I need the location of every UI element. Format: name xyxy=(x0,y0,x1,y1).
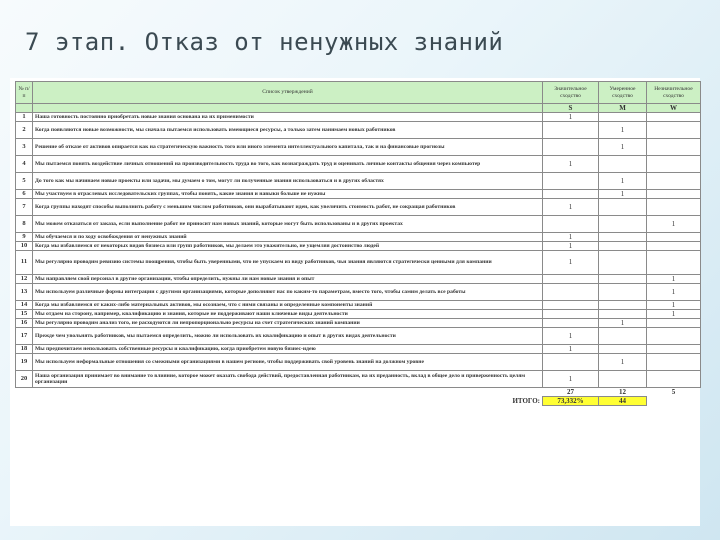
row-mark-w xyxy=(647,233,701,242)
row-mark-m: 1 xyxy=(599,190,647,199)
row-mark-s: 1 xyxy=(543,156,599,173)
row-mark-w xyxy=(647,190,701,199)
table-row xyxy=(16,328,701,345)
row-mark-m xyxy=(599,275,647,284)
row-mark-w xyxy=(647,113,701,122)
row-statement: Мы предпочитаем непользовать собственные ресурсы и квалификацию, когда приобретем новую бизнес-идею xyxy=(33,345,543,354)
table-row xyxy=(16,216,701,233)
row-number: 15 xyxy=(16,310,33,319)
row-mark-w xyxy=(647,122,701,139)
row-number: 16 xyxy=(16,319,33,328)
table-row xyxy=(16,173,701,190)
row-mark-w: 1 xyxy=(647,275,701,284)
table-row xyxy=(16,301,701,310)
row-mark-w xyxy=(647,319,701,328)
row-mark-m xyxy=(599,251,647,275)
row-number: 9 xyxy=(16,233,33,242)
row-mark-s: 1 xyxy=(543,113,599,122)
letter-m: M xyxy=(599,104,647,113)
row-statement: Мы можем отказаться от заказа, если выполнение работ не приносит нам новых знаний, которые могут быть использованы и в других проектах xyxy=(33,216,543,233)
row-statement: Когда группы находят способы выполнить работу с меньшим числом работников, они вырабатывают идеи, как увеличить стоимость работ, не сокращая работников xyxy=(33,199,543,216)
row-number: 1 xyxy=(16,113,33,122)
row-mark-m xyxy=(599,233,647,242)
row-statement: Наша готовность постоянно приобретать новые знания основана на их применимости xyxy=(33,113,543,122)
total-w: 5 xyxy=(671,388,676,397)
row-mark-m xyxy=(599,345,647,354)
table-row xyxy=(16,251,701,275)
row-mark-m xyxy=(599,113,647,122)
table-row xyxy=(16,242,701,251)
total-m: 12 xyxy=(619,387,626,396)
row-mark-m xyxy=(599,310,647,319)
table-row xyxy=(16,139,701,156)
row-mark-s xyxy=(543,354,599,371)
row-number: 6 xyxy=(16,190,33,199)
row-mark-s: 1 xyxy=(543,328,599,345)
total-blank xyxy=(33,388,543,397)
row-mark-m xyxy=(599,301,647,310)
row-mark-m: 1 xyxy=(599,354,647,371)
row-number: 2 xyxy=(16,122,33,139)
table-row xyxy=(16,199,701,216)
row-mark-s xyxy=(543,122,599,139)
total-blank xyxy=(16,397,33,406)
row-statement: Мы пытаемся понять воздействие личных отношений на производительность труда во того, как вознаграждать труд и оценивать личные контакты общения через компьютер xyxy=(33,156,543,173)
row-number: 17 xyxy=(16,328,33,345)
letters-blank xyxy=(16,104,33,113)
row-number: 7 xyxy=(16,199,33,216)
total-label: ИТОГО: xyxy=(512,396,540,405)
table-row xyxy=(16,284,701,301)
row-mark-m xyxy=(599,284,647,301)
table-row xyxy=(16,233,701,242)
row-number: 10 xyxy=(16,242,33,251)
row-number: 19 xyxy=(16,354,33,371)
total-blank xyxy=(647,397,701,406)
row-statement: Когда мы избавляемся от некоторых видов бизнеса или групп работников, мы делаем это уважительно, не ущемляя достоинство людей xyxy=(33,242,543,251)
table-row xyxy=(16,190,701,199)
table-row xyxy=(16,156,701,173)
row-mark-w xyxy=(647,199,701,216)
row-mark-m: 1 xyxy=(599,319,647,328)
row-mark-s: 1 xyxy=(543,251,599,275)
row-statement: Мы используем различные формы интеграции с другими организациями, которые дополняют нас по каким-то параметрам, вместо того, чтобы самим делать все работы xyxy=(33,284,543,301)
table-row xyxy=(16,319,701,328)
row-mark-s xyxy=(543,275,599,284)
row-mark-m: 1 xyxy=(599,122,647,139)
row-number: 4 xyxy=(16,156,33,173)
row-statement: До того как мы начинаем новые проекты или задачи, мы думаем о том, могут ли полученные знания использоваться и в других областях xyxy=(33,173,543,190)
row-mark-s xyxy=(543,284,599,301)
row-statement: Мы регулярно проводим ревизию системы поощрения, чтобы быть уверенными, что не упускаем из виду работников, чьи знания являются стратегически ценными для компании xyxy=(33,251,543,275)
row-mark-s: 1 xyxy=(543,233,599,242)
slide-title: 7 этап. Отказ от ненужных знаний xyxy=(25,28,504,56)
table-row xyxy=(16,354,701,371)
header-num: № п/п xyxy=(16,82,33,104)
row-mark-w xyxy=(647,354,701,371)
row-mark-s xyxy=(543,310,599,319)
row-mark-s: 1 xyxy=(543,371,599,388)
table-row xyxy=(16,113,701,122)
row-mark-s xyxy=(543,216,599,233)
row-mark-w xyxy=(647,139,701,156)
letter-s: S xyxy=(543,104,599,113)
row-mark-w: 1 xyxy=(647,310,701,319)
table-row xyxy=(16,371,701,388)
row-mark-s xyxy=(543,301,599,310)
row-mark-w: 1 xyxy=(647,284,701,301)
row-mark-w xyxy=(647,371,701,388)
header-insignificant: Незначительное сходство xyxy=(647,82,701,104)
row-statement: Наша организация принимает во внимание то влияние, которое может оказать свобода действий, предоставленная работникам, на их преданность, вклад в общее дело и приверженность целям организации xyxy=(33,371,543,388)
row-statement: Прежде чем увольнять работников, мы пытаемся определить, можно ли использовать их квалификацию и опыт в других видах деятельности xyxy=(33,328,543,345)
row-mark-s: 1 xyxy=(543,199,599,216)
row-number: 13 xyxy=(16,284,33,301)
table-row xyxy=(16,275,701,284)
row-number: 5 xyxy=(16,173,33,190)
table-row xyxy=(16,345,701,354)
row-mark-m xyxy=(599,216,647,233)
row-mark-s xyxy=(543,173,599,190)
row-mark-m xyxy=(599,328,647,345)
table-row xyxy=(16,122,701,139)
row-statement: Мы участвуем в отраслевых исследовательских группах, чтобы понять, какие знания и навыки больше не нужны xyxy=(33,190,543,199)
row-mark-m xyxy=(599,242,647,251)
row-statement: Мы обучаемся и по ходу освобождения от ненужных знаний xyxy=(33,233,543,242)
header-moderate: Умеренное сходство xyxy=(599,82,647,104)
row-number: 18 xyxy=(16,345,33,354)
row-mark-m: 1 xyxy=(599,173,647,190)
row-statement: Мы отдаем на сторону, например, квалификацию и знания, которые не поддерживают наши ключевые виды деятельности xyxy=(33,310,543,319)
row-statement: Когда мы избавляемся от каких-либо материальных активов, мы осознаем, что с ними связаны и определенные компоненты знаний xyxy=(33,301,543,310)
row-number: 8 xyxy=(16,216,33,233)
row-number: 12 xyxy=(16,275,33,284)
row-mark-w xyxy=(647,156,701,173)
row-mark-m xyxy=(599,156,647,173)
row-mark-s xyxy=(543,190,599,199)
row-statement: Мы используем неформальные отношения со смежными организациями в нашем регионе, чтобы поддерживать свой уровень знаний на должном уровне xyxy=(33,354,543,371)
row-statement: Когда появляются новые возможности, мы сначала пытаемся использовать имеющиеся ресурсы, а только затем нанимаем новых работников xyxy=(33,122,543,139)
row-statement: Мы направляем свой персонал в другие организации, чтобы определить, нужны ли нам новые знания и опыт xyxy=(33,275,543,284)
letter-w: W xyxy=(647,104,701,113)
row-mark-m: 1 xyxy=(599,139,647,156)
header-statement: Список утверждений xyxy=(33,82,543,104)
row-mark-w xyxy=(647,328,701,345)
row-statement: Мы регулярно проводим анализ того, не расходуются ли непропорционально ресурсы на счет стратегических знаний компании xyxy=(33,319,543,328)
total-m-percent: 44 xyxy=(599,397,647,406)
row-mark-w: 1 xyxy=(647,216,701,233)
table-row xyxy=(16,310,701,319)
table-body xyxy=(16,113,701,388)
row-mark-m xyxy=(599,199,647,216)
header-significant: Значительное сходство xyxy=(543,82,599,104)
row-number: 3 xyxy=(16,139,33,156)
total-s-percent: 73,332% xyxy=(543,397,599,406)
row-mark-w xyxy=(647,242,701,251)
row-mark-w xyxy=(647,173,701,190)
survey-table xyxy=(15,81,701,406)
row-number: 11 xyxy=(16,251,33,275)
row-mark-s: 1 xyxy=(543,345,599,354)
row-mark-w xyxy=(647,345,701,354)
row-statement: Решение об отказе от активов опирается как на стратегическую важность того или иного элемента интеллектуального капитала, так и на финансовые прогнозы xyxy=(33,139,543,156)
total-s: 27 xyxy=(567,387,574,396)
survey-table-sheet xyxy=(10,78,700,526)
row-mark-s: 1 xyxy=(543,242,599,251)
row-number: 14 xyxy=(16,301,33,310)
row-mark-w xyxy=(647,251,701,275)
letters-blank xyxy=(33,104,543,113)
row-mark-s xyxy=(543,319,599,328)
row-mark-s xyxy=(543,139,599,156)
row-mark-m xyxy=(599,371,647,388)
total-blank xyxy=(16,388,33,397)
row-number: 20 xyxy=(16,371,33,388)
row-mark-w: 1 xyxy=(647,301,701,310)
